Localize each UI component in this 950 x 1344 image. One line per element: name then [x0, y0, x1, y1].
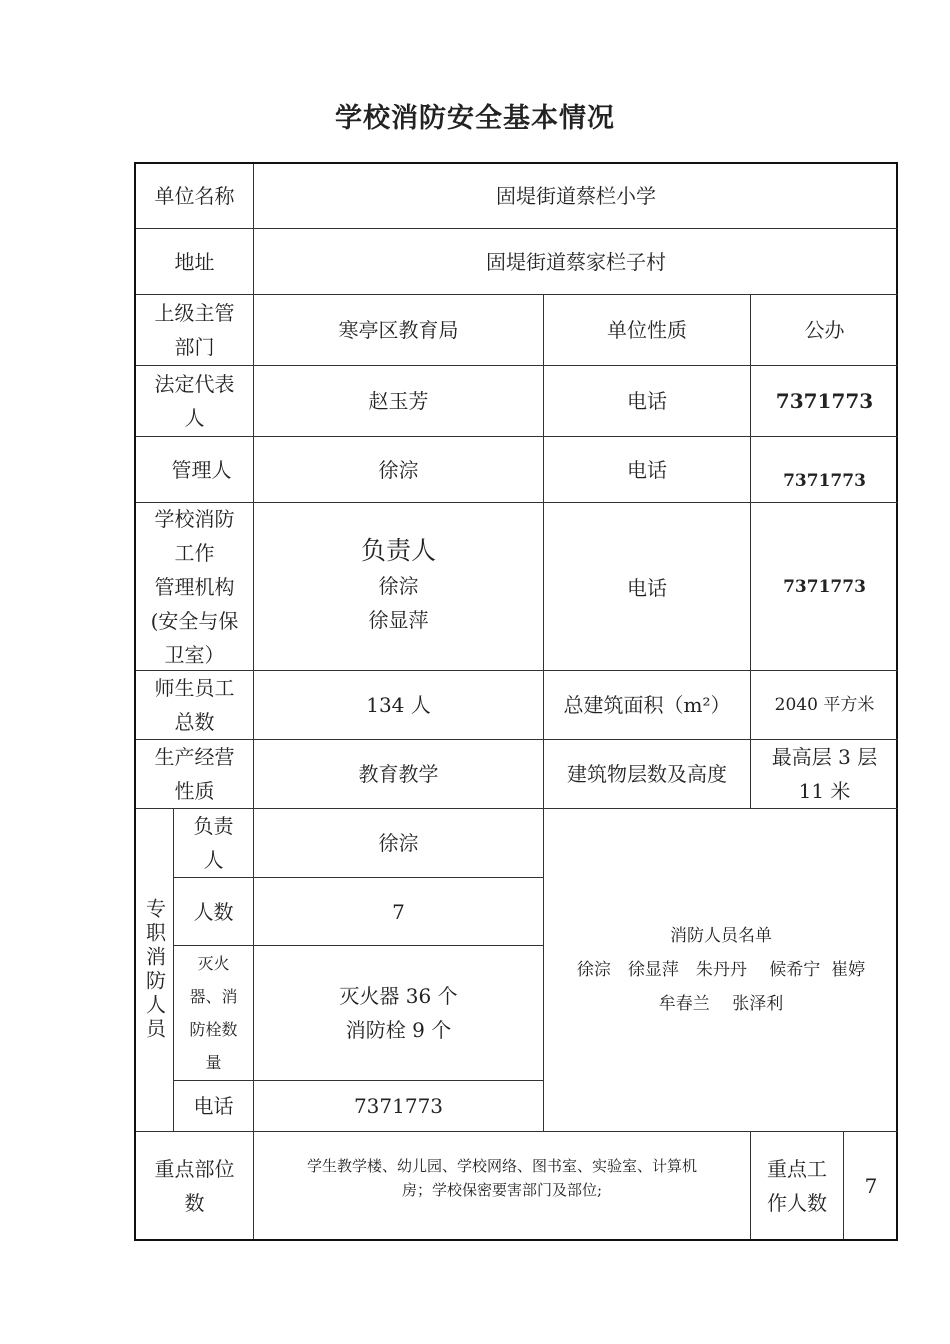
unit-nature-value: 公办 [751, 295, 898, 366]
fire-org-label [136, 503, 254, 671]
fire-staff-head-label-line2: 人 [203, 848, 224, 872]
legal-rep-label-line2: 人 [184, 406, 205, 430]
fire-org-phone-label: 电话 [544, 503, 751, 671]
superior-label [136, 295, 254, 366]
fire-org-person-1: 徐淙 [378, 574, 419, 598]
fire-staff-count-label: 人数 [174, 878, 254, 946]
legal-rep-phone: 7371773 [751, 366, 898, 437]
fire-roster [544, 809, 898, 1132]
page-title: 学校消防安全基本情况 [335, 103, 615, 134]
unit-name-value: 固堤街道蔡栏小学 [254, 164, 898, 229]
fire-staff-phone-label: 电话 [174, 1081, 254, 1132]
staff-label-line1: 师生员工 [154, 676, 235, 700]
unit-name-label: 单位名称 [136, 164, 254, 229]
equipment-label [174, 946, 254, 1081]
fire-staff-group-label [136, 809, 174, 1132]
equipment-label-line3: 防栓数 [189, 1020, 238, 1039]
floors-value-line2: 11 米 [798, 779, 851, 803]
equipment-label-line4: 量 [205, 1053, 222, 1072]
legal-rep-phone-label: 电话 [544, 366, 751, 437]
fire-staff-head-label-line1: 负责 [193, 814, 234, 838]
superior-label-line1: 上级主管 [154, 301, 235, 325]
equipment-value [254, 946, 544, 1081]
key-workers-label-line1: 重点工 [767, 1156, 827, 1181]
floors-value [751, 740, 898, 809]
fire-org-label-line5: 卫室） [164, 642, 225, 667]
info-table [134, 162, 898, 1241]
building-area-value: 2040 平方米 [751, 671, 898, 740]
fire-staff-count-value: 7 [254, 878, 544, 946]
legal-rep-label [136, 366, 254, 437]
floors-value-line1: 最高层 3 层 [771, 745, 878, 769]
equipment-value-line2: 消防栓 9 个 [345, 1018, 452, 1042]
key-workers-label-line2: 作人数 [767, 1190, 827, 1215]
fire-roster-line2: 牟春兰 张泽利 [658, 994, 784, 1014]
superior-label-line2: 部门 [174, 335, 215, 359]
fire-roster-line1: 徐淙 徐显萍 朱丹丹 候希宁 崔婷 [576, 960, 866, 980]
manager-label-text: 管理人 [171, 457, 232, 482]
fire-org-head-label: 负责人 [360, 536, 436, 565]
key-parts-value [254, 1132, 751, 1239]
equipment-label-line2: 器、消 [189, 987, 238, 1006]
fire-staff-head-label [174, 809, 254, 878]
legal-rep-value: 赵玉芳 [254, 366, 544, 437]
key-parts-value-line2: 房；学校保密要害部门及部位; [401, 1181, 603, 1199]
fire-staff-phone-value: 7371773 [254, 1081, 544, 1132]
staff-label [136, 671, 254, 740]
fire-org-head [254, 503, 544, 671]
key-parts-label [136, 1132, 254, 1239]
building-area-label: 总建筑面积（m²） [544, 671, 751, 740]
key-parts-label-line1: 重点部位 [154, 1156, 235, 1181]
equipment-label-line1: 灭火 [197, 954, 230, 973]
manager-label [136, 437, 254, 503]
business-value: 教育教学 [254, 740, 544, 809]
manager-phone: 7371773 [751, 437, 898, 503]
address-value: 固堤街道蔡家栏子村 [254, 229, 898, 295]
fire-org-person-2: 徐显萍 [368, 608, 429, 632]
key-parts-label-line2: 数 [184, 1190, 205, 1215]
business-label-line1: 生产经营 [154, 745, 235, 769]
fire-staff-head-value: 徐淙 [254, 809, 544, 878]
fire-org-label-line1: 学校消防 [154, 506, 235, 531]
fire-org-label-line2: 工作 [174, 540, 215, 565]
fire-staff-group-text: 专职消防人员 [142, 898, 167, 1042]
manager-phone-label: 电话 [544, 437, 751, 503]
key-workers-value: 7 [864, 1173, 878, 1198]
legal-rep-label-line1: 法定代表 [154, 372, 235, 396]
fire-org-label-line4: (安全与保 [150, 608, 239, 633]
superior-value: 寒亭区教育局 [254, 295, 544, 366]
equipment-value-line1: 灭火器 36 个 [339, 984, 458, 1008]
business-label [136, 740, 254, 809]
key-workers-label [751, 1132, 844, 1239]
staff-label-line2: 总数 [174, 710, 215, 734]
manager-value: 徐淙 [254, 437, 544, 503]
staff-value: 134 人 [254, 671, 544, 740]
business-label-line2: 性质 [174, 779, 215, 803]
fire-org-phone: 7371773 [751, 503, 898, 671]
key-parts-value-line1: 学生教学楼、幼儿园、学校网络、图书室、实验室、计算机 [306, 1157, 697, 1175]
fire-roster-title: 消防人员名单 [670, 926, 772, 946]
address-label: 地址 [136, 229, 254, 295]
unit-nature-label: 单位性质 [544, 295, 751, 366]
fire-org-label-line3: 管理机构 [154, 574, 235, 599]
floors-label: 建筑物层数及高度 [544, 740, 751, 809]
